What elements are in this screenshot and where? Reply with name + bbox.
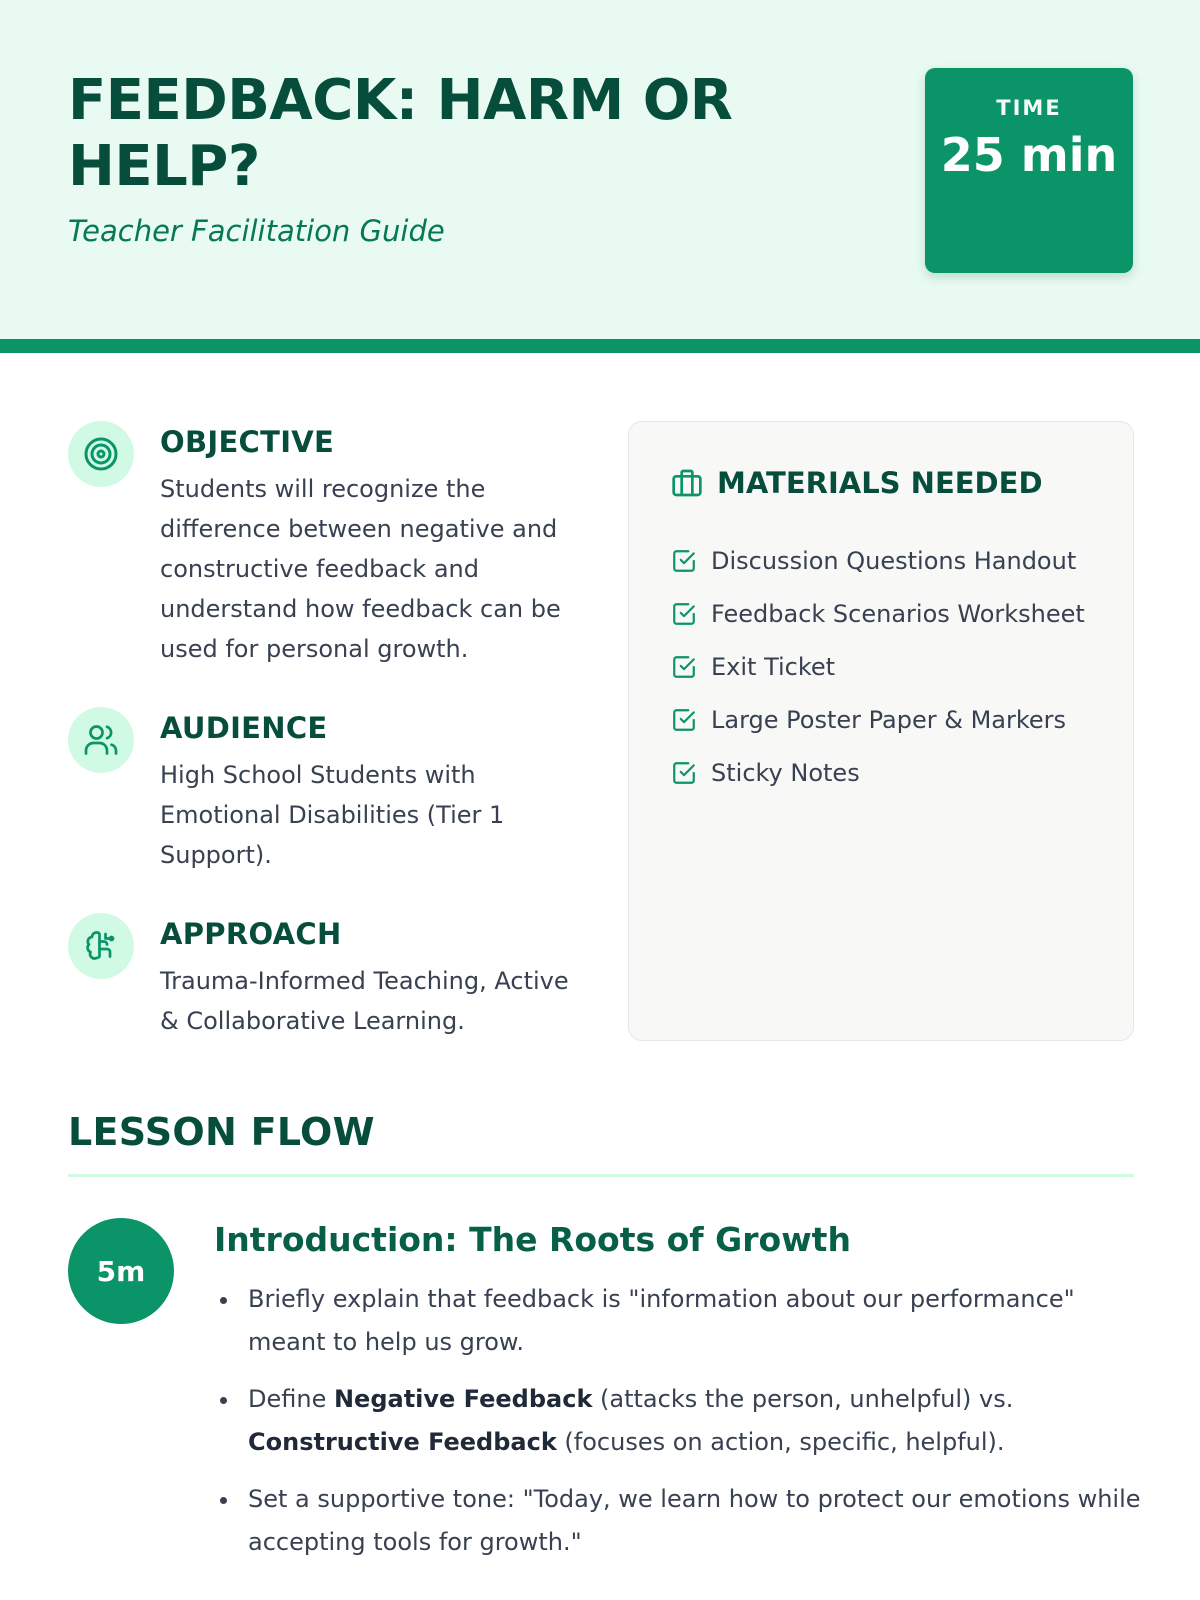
material-item-label: Sticky Notes [711, 758, 860, 787]
bullet-text: Set a supportive tone: "Today, we learn how to protect our emotions while accepting tools for growth." [248, 1485, 1141, 1556]
material-item-label: Large Poster Paper & Markers [711, 705, 1067, 734]
approach-heading: APPROACH [160, 917, 342, 951]
check-square-icon [671, 760, 697, 786]
section-divider [68, 1174, 1134, 1177]
step-bullet-list [214, 1278, 1144, 1578]
page-header [0, 0, 1200, 353]
material-item [671, 640, 1085, 693]
check-square-icon [671, 548, 697, 574]
materials-list [671, 534, 1085, 799]
material-item [671, 534, 1085, 587]
term-negative-feedback: Negative Feedback [333, 1385, 593, 1413]
material-item-label: Discussion Questions Handout [711, 546, 1077, 575]
bullet-text: Define [248, 1385, 334, 1413]
objective-heading: OBJECTIVE [160, 425, 335, 459]
materials-heading [671, 466, 1043, 500]
page-title: FEEDBACK: HARM OR HELP? [68, 68, 733, 199]
check-square-icon [671, 654, 697, 680]
approach-text: Trauma-Informed Teaching, Active & Collaborative Learning. [160, 967, 569, 1035]
time-label: TIME [996, 96, 1062, 120]
material-item [671, 746, 1085, 799]
page-subtitle: Teacher Facilitation Guide [68, 214, 445, 248]
material-item [671, 587, 1085, 640]
audience-section [68, 707, 588, 887]
bullet-text: Briefly explain that feedback is "information about our performance" meant to help us grow. [248, 1285, 1075, 1356]
lesson-flow-title: LESSON FLOW [68, 1110, 375, 1154]
bullet-text: (focuses on action, specific, helpful). [556, 1428, 1005, 1456]
users-icon [68, 707, 134, 773]
material-item-label: Exit Ticket [711, 652, 836, 681]
material-item [671, 693, 1085, 746]
bullet-text: (attacks the person, unhelpful) vs. [592, 1385, 1014, 1413]
term-constructive-feedback: Constructive Feedback [248, 1428, 557, 1456]
check-square-icon [671, 601, 697, 627]
step-bullet [214, 1478, 1144, 1564]
material-item-label: Feedback Scenarios Worksheet [711, 599, 1085, 628]
objective-text: Students will recognize the difference between negative and constructive feedback and understand how feedback can be used for personal growth. [160, 475, 561, 663]
time-value: 25 min [940, 128, 1118, 182]
time-badge [925, 68, 1133, 273]
brain-icon [68, 913, 134, 979]
audience-heading: AUDIENCE [160, 711, 328, 745]
materials-heading-label: MATERIALS NEEDED [717, 466, 1043, 500]
step-bullet [214, 1378, 1144, 1464]
materials-card [628, 421, 1134, 1041]
approach-section [68, 913, 588, 1053]
check-square-icon [671, 707, 697, 733]
step-bullet [214, 1278, 1144, 1364]
step-duration-badge: 5m [68, 1218, 174, 1324]
objective-section [68, 421, 588, 661]
briefcase-icon [671, 467, 703, 499]
target-icon [68, 421, 134, 487]
step-title: Introduction: The Roots of Growth [214, 1220, 851, 1259]
audience-text: High School Students with Emotional Disabilities (Tier 1 Support). [160, 761, 505, 869]
